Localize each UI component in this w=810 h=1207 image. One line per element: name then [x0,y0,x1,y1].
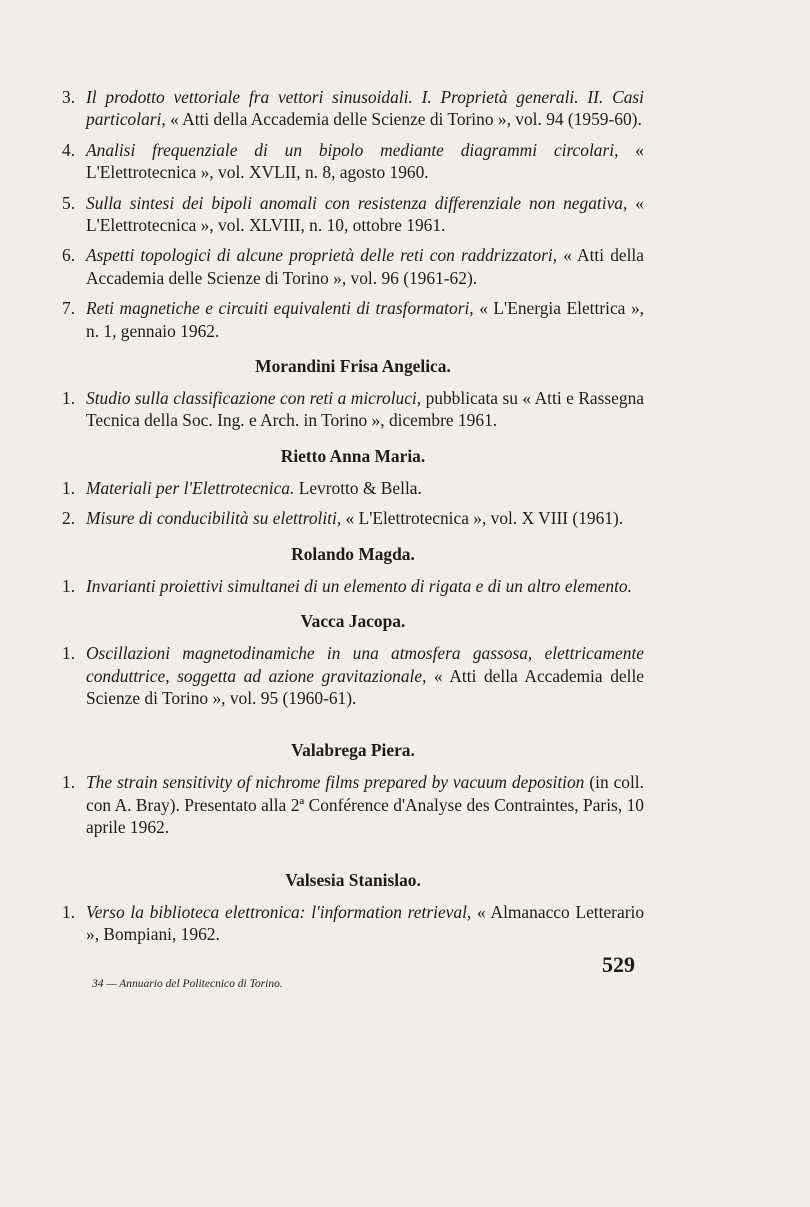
entry-title: Aspetti topologici di alcune proprietà delle reti con raddrizzatori, [86,245,558,266]
entry-number: 1. [62,388,76,409]
author-heading: Rolando Magda. [291,543,415,564]
publication-entry [62,477,644,499]
entry-details: « L'Energia Elettrica », n. 1, gennaio 1962. [86,298,644,341]
entry-details: « Almanacco Letterario », Bompiani, 1962. [86,901,645,944]
entry-title: Il prodotto vettoriale fra vettori sinusoidali. I. Proprietà generali. II. Casi particolari, [86,87,644,130]
entry-title: Studio sulla classificazione con reti a microluci, [86,388,422,409]
entry-number: 1. [62,477,76,498]
publication-entry [62,297,644,342]
publication-entry [62,575,644,597]
entry-number: 1. [62,575,76,596]
entry-details: (in coll. con A. Bray). Presentato alla 2ª Conférence d'Analyse des Contraintes, Paris, 10 aprile 1962. [86,772,644,838]
publication-entry [62,771,644,838]
section-vacca [62,610,644,709]
entry-number: 5. [62,192,76,213]
entry-details: « Atti della Accademia delle Scienze di Torino », vol. 95 (1960-61). [86,665,644,708]
entry-number: 1. [62,901,76,922]
entry-number: 4. [62,139,76,160]
publication-entry [62,507,644,529]
publication-entry [62,86,644,131]
section-rietto [62,445,644,530]
publication-entry [62,139,644,184]
publication-entry [62,244,644,289]
entry-details: « L'Elettrotecnica », vol. XLVIII, n. 10, ottobre 1961. [86,192,644,236]
entry-title: Materiali per l'Elettrotecnica. [86,477,295,498]
author-heading: Morandini Frisa Angelica. [255,356,451,377]
entry-number: 1. [62,772,76,793]
entry-number: 7. [62,298,76,319]
entry-details: « L'Elettrotecnica », vol. X VIII (1961). [341,508,624,529]
entry-details: « Atti della Accademia delle Scienze di Torino », vol. 94 (1959-60). [165,109,642,130]
entry-details: pubblicata su « Atti e Rassegna Tecnica della Soc. Ing. e Arch. in Torino », dicembre 1961. [86,388,644,431]
entry-title: The strain sensitivity of nichrome films prepared by vacuum deposition [86,772,585,793]
entry-title: Analisi frequenziale di un bipolo mediante diagrammi circolari, [86,139,619,160]
author-heading: Valsesia Stanislao. [285,869,421,890]
publication-entry [62,387,644,432]
section-morandini [62,355,644,432]
entry-title: Misure di conducibilità su elettroliti, [86,508,342,529]
section-valsesia [62,869,644,946]
publication-entry [62,192,644,237]
author-heading: Valabrega Piera. [291,740,415,761]
section-rolando [62,543,644,597]
publication-entry [62,642,644,709]
author-heading: Rietto Anna Maria. [280,445,426,466]
entry-details: Levrotto & Bella. [294,477,422,498]
entry-title: Verso la biblioteca elettronica: l'information retrieval, [86,901,472,922]
entry-title: Oscillazioni magnetodinamiche in una atmosfera gassosa, elettricamente conduttrice, soggetta ad azione gravitazionale, [86,643,644,686]
section-valabrega [62,739,644,838]
section-continuation [62,86,644,342]
entry-title: Sulla sintesi dei bipoli anomali con resistenza differenziale non negativa, [86,192,628,213]
page-footer: 34 — Annuario del Politecnico di Torino. [92,978,283,990]
entry-title: Invarianti proiettivi simultanei di un elemento di rigata e di un altro elemento. [86,575,632,596]
author-heading: Vacca Jacopa. [300,611,406,632]
entry-title: Reti magnetiche e circuiti equivalenti di trasformatori, [86,298,474,319]
entry-number: 1. [62,643,76,664]
entry-details: « L'Elettrotecnica », vol. XVLII, n. 8, agosto 1960. [86,139,644,183]
publication-entry [62,901,644,946]
entry-number: 3. [62,87,76,107]
entry-number: 6. [62,245,76,266]
publication-list [62,86,644,953]
entry-details: « Atti della Accademia delle Scienze di Torino », vol. 96 (1961-62). [86,245,644,288]
entry-number: 2. [62,508,76,529]
page-number: 529 [602,952,635,977]
